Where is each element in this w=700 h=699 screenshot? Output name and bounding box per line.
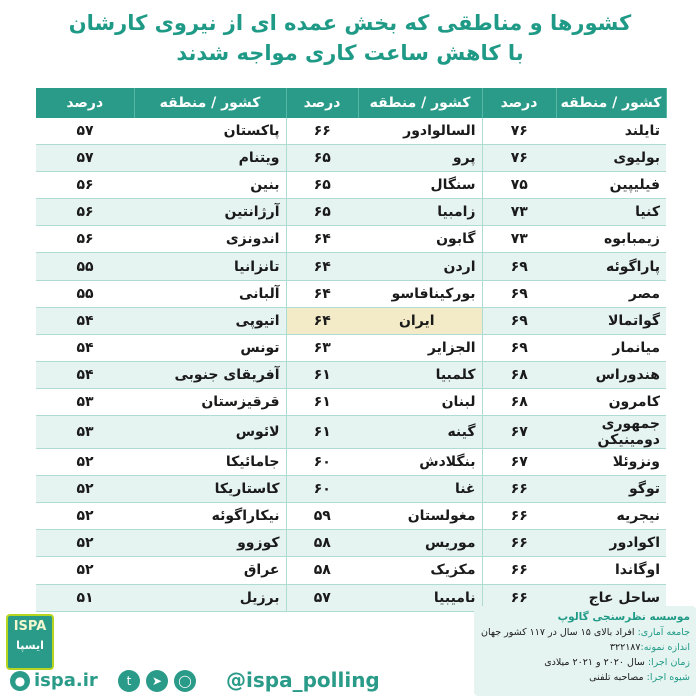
percent-cell: ۵۶ (36, 226, 134, 253)
country-cell: اتیوپی (134, 307, 286, 334)
table-row (36, 503, 666, 530)
country-cell: کنیا (556, 199, 666, 226)
country-cell: میانمار (556, 334, 666, 361)
percent-cell: ۵۸ (286, 530, 358, 557)
country-cell: زیمبابوه (556, 226, 666, 253)
percent-cell: ۶۱ (286, 388, 358, 415)
country-cell: اندونزی (134, 226, 286, 253)
percent-cell: ۶۷ (482, 416, 556, 449)
country-cell: توگو (556, 476, 666, 503)
page-title (0, 8, 700, 68)
country-cell: کلمبیا (358, 361, 482, 388)
country-cell: کوزوو (134, 530, 286, 557)
country-cell: جمهوری دومینیکن (556, 416, 666, 449)
table-row (36, 449, 666, 476)
table-row (36, 388, 666, 415)
header-country: کشور / منطقه (556, 88, 666, 118)
percent-cell: ۵۴ (36, 361, 134, 388)
country-cell: السالوادور (358, 118, 482, 145)
logo-latin: ISPA (13, 619, 47, 634)
country-cell: هندوراس (556, 361, 666, 388)
percent-cell: ۶۶ (482, 476, 556, 503)
percent-cell: ۶۵ (286, 172, 358, 199)
percent-cell: ۶۴ (286, 253, 358, 280)
header-percent: درصد (36, 88, 134, 118)
country-cell: تانزانیا (134, 253, 286, 280)
website-text: ispa.ir (34, 670, 98, 691)
percent-cell: ۶۹ (482, 280, 556, 307)
percent-cell: ۵۳ (36, 416, 134, 449)
percent-cell: ۶۴ (286, 226, 358, 253)
percent-cell: ۶۰ (286, 476, 358, 503)
country-cell: جامائیکا (134, 449, 286, 476)
table-header-row (36, 88, 666, 118)
percent-cell: ۵۵ (36, 253, 134, 280)
table-row (36, 307, 666, 334)
table-row (36, 476, 666, 503)
table-row (36, 145, 666, 172)
percent-cell: ۶۴ (286, 280, 358, 307)
percent-cell: ۵۲ (36, 503, 134, 530)
header-percent: درصد (482, 88, 556, 118)
country-cell: اکوادور (556, 530, 666, 557)
percent-cell: ۵۴ (36, 307, 134, 334)
country-cell: کامرون (556, 388, 666, 415)
percent-cell: ۶۹ (482, 307, 556, 334)
country-cell: زامبیا (358, 199, 482, 226)
country-cell: مکزیک (358, 557, 482, 584)
country-cell: تایلند (556, 118, 666, 145)
country-cell: برزیل (134, 584, 286, 611)
country-cell: ونزوئلا (556, 449, 666, 476)
country-cell: مصر (556, 280, 666, 307)
percent-cell: ۵۲ (36, 557, 134, 584)
table-row (36, 280, 666, 307)
percent-cell: ۵۳ (36, 388, 134, 415)
percent-cell: ۶۳ (286, 334, 358, 361)
country-cell: پرو (358, 145, 482, 172)
header-percent: درصد (286, 88, 358, 118)
percent-cell: ۵۶ (36, 199, 134, 226)
country-cell: نیکاراگوئه (134, 503, 286, 530)
percent-cell: ۵۲ (36, 530, 134, 557)
country-cell: آلبانی (134, 280, 286, 307)
country-cell: بنین (134, 172, 286, 199)
country-cell: پاکستان (134, 118, 286, 145)
country-cell: مغولستان (358, 503, 482, 530)
percent-cell: ۵۷ (36, 118, 134, 145)
table-row (36, 199, 666, 226)
percent-cell: ۶۶ (482, 503, 556, 530)
percent-cell: ۶۶ (286, 118, 358, 145)
website-link[interactable] (10, 670, 98, 691)
logo-persian: ایسپا (16, 639, 44, 652)
percent-cell: ۵۸ (286, 557, 358, 584)
country-cell: آفریقای جنوبی (134, 361, 286, 388)
country-cell: الجزایر (358, 334, 482, 361)
percent-cell: ۵۷ (286, 584, 358, 611)
country-cell: پاراگوئه (556, 253, 666, 280)
table-row (36, 416, 666, 449)
percent-cell: ۶۸ (482, 361, 556, 388)
country-cell: آرژانتین (134, 199, 286, 226)
percent-cell: ۷۶ (482, 118, 556, 145)
social-handle[interactable]: @ispa_polling (226, 668, 380, 692)
country-cell: بورکینافاسو (358, 280, 482, 307)
twitter-icon[interactable]: t (118, 670, 140, 692)
country-cell: ویتنام (134, 145, 286, 172)
info-population: جامعه آماری: افراد بالای ۱۵ سال در ۱۱۷ کشور جهان (481, 627, 690, 638)
country-cell: لائوس (134, 416, 286, 449)
table-row (36, 172, 666, 199)
table-row (36, 361, 666, 388)
title-line-1: کشورها و مناطقی که بخش عمده ای از نیروی کارشان (68, 11, 632, 35)
percent-cell: ۶۵ (286, 145, 358, 172)
table-row (36, 557, 666, 584)
country-cell: کاستاریکا (134, 476, 286, 503)
percent-cell: ۷۶ (482, 145, 556, 172)
percent-cell: ۵۴ (36, 334, 134, 361)
country-cell: گینه (358, 416, 482, 449)
info-method: شیوه اجرا: مصاحبه تلفنی (589, 672, 690, 683)
country-cell: اوگاندا (556, 557, 666, 584)
country-cell: گواتمالا (556, 307, 666, 334)
info-sample: اندازه نمونه:۳۲۲۱۸۷ (609, 642, 690, 653)
table-row (36, 226, 666, 253)
header-country: کشور / منطقه (358, 88, 482, 118)
country-cell: لبنان (358, 388, 482, 415)
percent-cell: ۶۶ (482, 557, 556, 584)
percent-cell: ۷۳ (482, 199, 556, 226)
percent-cell: ۶۱ (286, 361, 358, 388)
country-cell: عراق (134, 557, 286, 584)
survey-org: موسسه نظرسنجی گالوپ (557, 611, 690, 623)
percent-cell: ۵۲ (36, 449, 134, 476)
table-row (36, 118, 666, 145)
percent-cell: ۵۱ (36, 584, 134, 611)
percent-cell: ۶۸ (482, 388, 556, 415)
country-cell: ساحل عاج (556, 584, 666, 611)
ispa-logo (6, 614, 54, 670)
country-cell: موریس (358, 530, 482, 557)
country-cell: بنگلادش (358, 449, 482, 476)
table-row (36, 253, 666, 280)
country-cell: نیجریه (556, 503, 666, 530)
country-cell: اردن (358, 253, 482, 280)
percent-cell: ۵۵ (36, 280, 134, 307)
percent-cell: ۶۰ (286, 449, 358, 476)
percent-cell: ۶۹ (482, 253, 556, 280)
telegram-icon[interactable]: ➤ (146, 670, 168, 692)
percent-cell: ۵۲ (36, 476, 134, 503)
country-cell: نامیبیا (358, 584, 482, 611)
survey-info-box (474, 606, 696, 696)
info-time: زمان اجرا: سال ۲۰۲۰ و ۲۰۲۱ میلادی (544, 657, 690, 668)
table-row (36, 334, 666, 361)
percent-cell: ۶۷ (482, 449, 556, 476)
percent-cell: ۷۵ (482, 172, 556, 199)
instagram-icon[interactable]: ◯ (174, 670, 196, 692)
percent-cell: ۵۹ (286, 503, 358, 530)
percent-cell: ۶۴ (286, 307, 358, 334)
country-cell: فیلیپین (556, 172, 666, 199)
globe-icon: ● (10, 671, 30, 691)
country-cell: بولیوی (556, 145, 666, 172)
percent-cell: ۶۶ (482, 530, 556, 557)
social-icons (118, 670, 196, 692)
percent-cell: ۶۶ (482, 584, 556, 611)
countries-table (36, 88, 667, 612)
percent-cell: ۵۷ (36, 145, 134, 172)
table-row (36, 530, 666, 557)
percent-cell: ۵۶ (36, 172, 134, 199)
country-cell: ایران (358, 307, 482, 334)
percent-cell: ۶۹ (482, 334, 556, 361)
country-cell: تونس (134, 334, 286, 361)
header-country: کشور / منطقه (134, 88, 286, 118)
country-cell: گابون (358, 226, 482, 253)
title-line-2: با کاهش ساعت کاری مواجه شدند (176, 41, 524, 65)
percent-cell: ۶۱ (286, 416, 358, 449)
country-cell: غنا (358, 476, 482, 503)
percent-cell: ۶۵ (286, 199, 358, 226)
percent-cell: ۷۳ (482, 226, 556, 253)
country-cell: سنگال (358, 172, 482, 199)
country-cell: قرقیزستان (134, 388, 286, 415)
